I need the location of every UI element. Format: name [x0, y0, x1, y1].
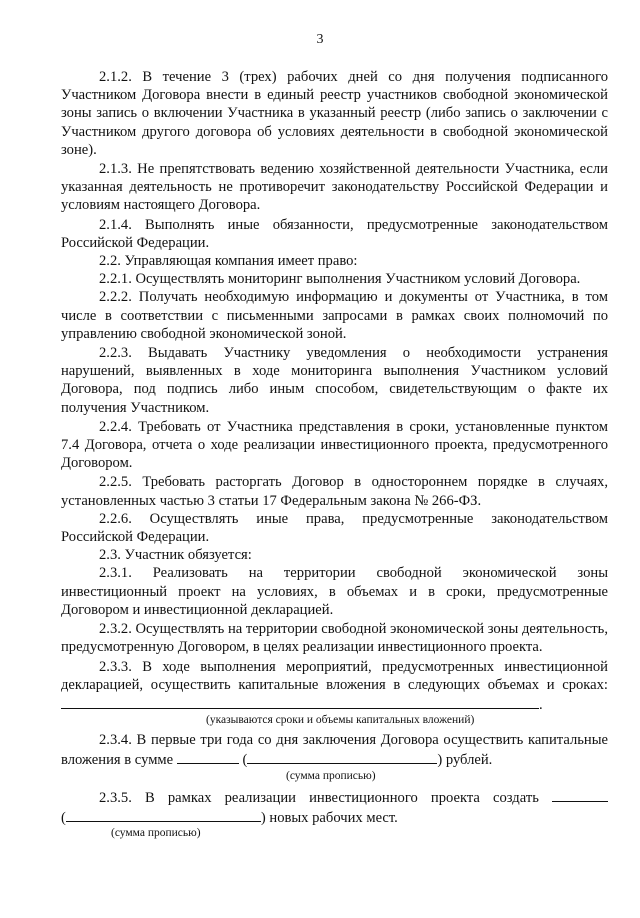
clause-2-3-4-text: 2.3.4. В первые три года со дня заключения Договора осуществить капитальные вложения в сумме: [61, 732, 608, 769]
clause-2-3-5-suffix: ) новых рабочих мест.: [260, 809, 398, 826]
clause-2-3-5: [61, 787, 608, 807]
clause-2-1-3: 2.1.3. Не препятствовать ведению хозяйственной деятельности Участника, если указанная деятельность не противоречит законодательству Российской Федерации и условиям настоящего Договора.: [61, 161, 608, 214]
clause-2-3-1: 2.3.1. Реализовать на территории свободной экономической зоны инвестиционный проект на условиях, в объемах и в сроки, предусмотренные Договором и инвестиционной декларацией.: [61, 565, 608, 618]
clause-2-1-2: 2.1.2. В течение 3 (трех) рабочих дней со дня получения подписанного Участником Договора внести в единый реестр участников свободной экономической зоны запись о включении Участника в указанный реестр (либо запись о заключении с Участником другого договора об условиях деятельности в свободной экономической зоне).: [61, 69, 608, 158]
clause-2-3-5-text: 2.3.5. В рамках реализации инвестиционного проекта создать: [99, 789, 539, 806]
clause-2-3-3: [61, 658, 608, 715]
jobs-count-words-blank[interactable]: [66, 807, 261, 822]
clause-2-3-2: 2.3.2. Осуществлять на территории свободной экономической зоны деятельность, предусмотренную Договором, в целях реализации инвестиционного проекта.: [61, 621, 608, 656]
jobs-count-caption: (сумма прописью): [111, 826, 201, 839]
clause-2-2-4: 2.2.4. Требовать от Участника представления в сроки, установленные пунктом 7.4 Договора, отчета о ходе реализации инвестиционного проекта, предусмотренного Договором.: [61, 418, 608, 472]
clause-2-1-4: 2.1.4. Выполнять иные обязанности, предусмотренные законодательством Российской Федерации.: [61, 216, 608, 251]
page-number: 3: [316, 32, 324, 47]
clause-2-2-3: 2.2.3. Выдавать Участнику уведомления о необходимости устранения нарушений, выявленных в ходе мониторинга выполнения Участником условий Договора, под подпись либо иным способом, свидетельствующим о факте их получения Участником.: [61, 345, 608, 416]
capital-investment-caption: (указываются сроки и объемы капитальных вложений): [206, 714, 475, 727]
clause-2-3-4-suffix: ) рублей.: [437, 752, 493, 769]
clause-2-2: 2.2. Управляющая компания имеет право:: [99, 253, 358, 270]
jobs-count-blank[interactable]: [552, 787, 608, 802]
clause-2-3-5-line2: [61, 807, 608, 827]
clause-2-3-4: [61, 731, 608, 769]
clause-2-2-5: 2.2.5. Требовать расторгать Договор в одностороннем порядке в случаях, установленных частью 3 статьи 17 Федеральным закона № 266-ФЗ.: [61, 474, 608, 509]
clause-2-3-3-end: .: [539, 696, 543, 713]
clause-2-2-6: 2.2.6. Осуществлять иные права, предусмотренные законодательством Российской Федерации.: [61, 510, 608, 546]
clause-2-2-2: 2.2.2. Получать необходимую информацию и документы от Участника, в том числе в соответствии с письменными запросами в рамках своих полномочий по управлению свободной экономической зоной.: [61, 289, 608, 342]
clause-2-3: 2.3. Участник обязуется:: [99, 547, 252, 564]
clause-2-3-5-open-paren: (: [61, 809, 66, 826]
investment-amount-caption: (сумма прописью): [286, 769, 376, 782]
investment-amount-words-blank[interactable]: [247, 749, 437, 764]
clause-2-3-4-open-paren: (: [242, 752, 248, 769]
clause-2-3-3-text: 2.3.3. В ходе выполнения мероприятий, предусмотренных инвестиционной декларацией, осуществить капитальные вложения в следующих объемах и сроках:: [61, 658, 608, 693]
capital-investment-blank[interactable]: [61, 694, 539, 709]
investment-amount-blank[interactable]: [177, 749, 239, 764]
document-body: [61, 68, 608, 840]
clause-2-2-1: 2.2.1. Осуществлять мониторинг выполнения Участником условий Договора.: [99, 271, 581, 288]
